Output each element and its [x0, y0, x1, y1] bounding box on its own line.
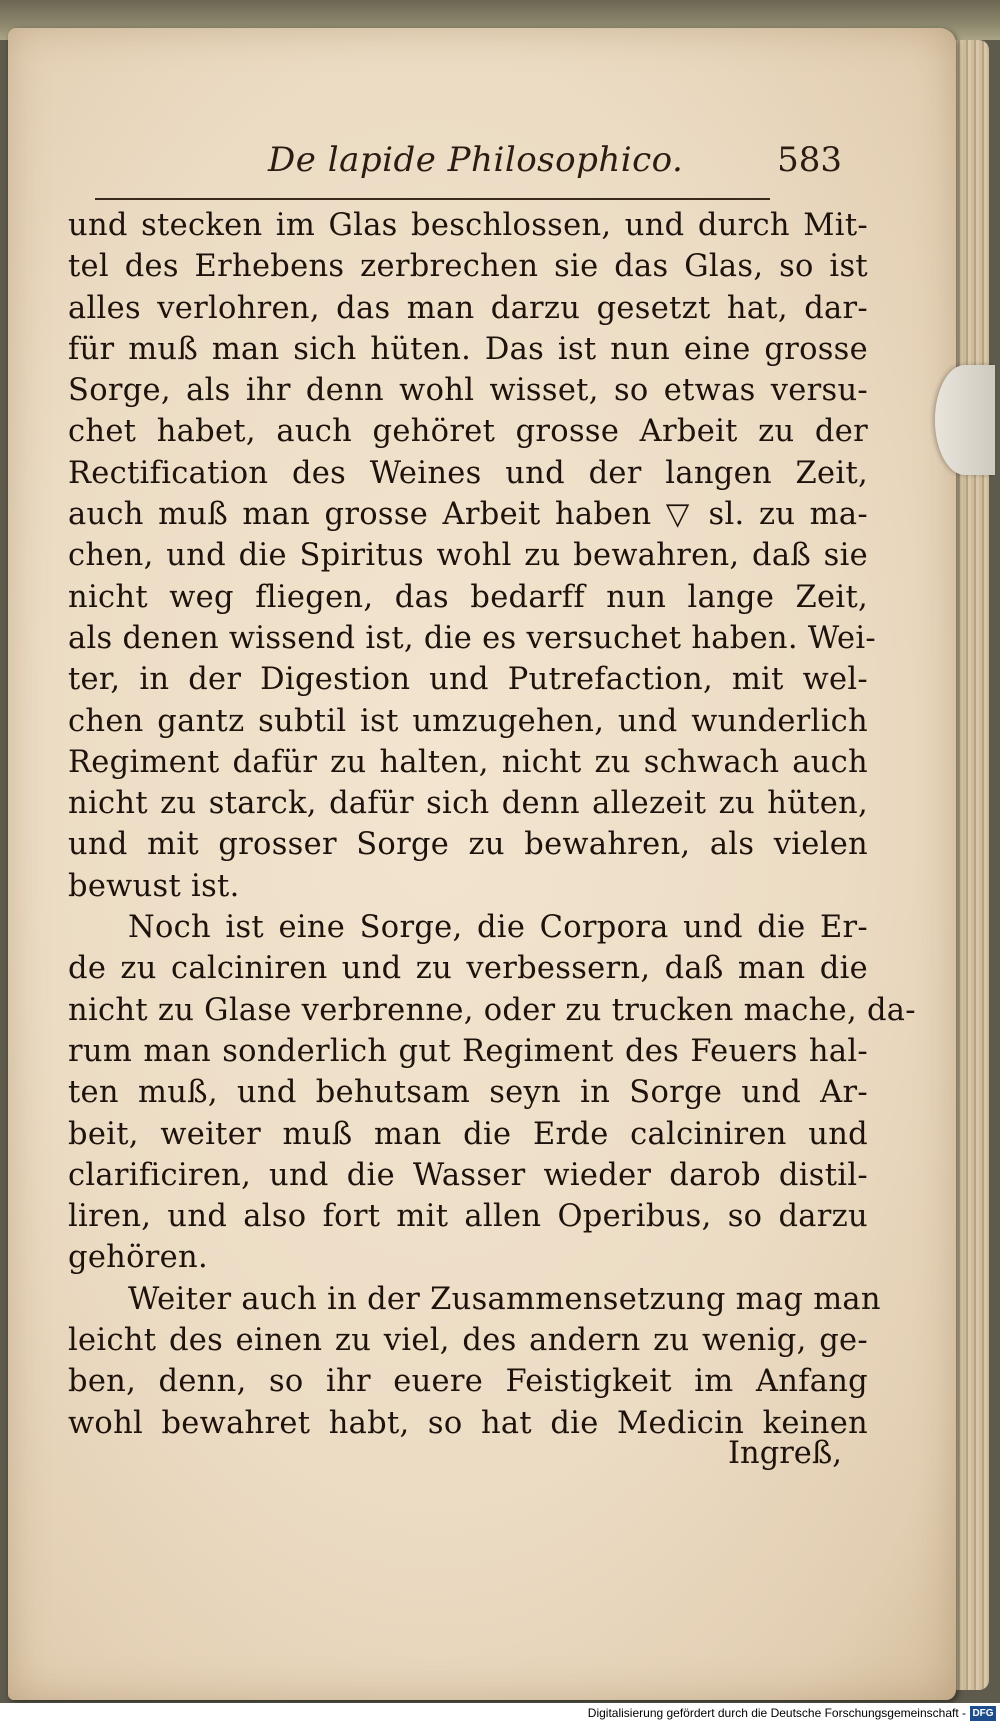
text-line: als denen wissend ist, die es versuchet haben. Wei- [68, 620, 877, 656]
body-text [68, 205, 916, 1444]
text-line: chet habet, auch gehöret grosse Arbeit zu der [68, 414, 868, 450]
footer-bar [0, 1703, 1000, 1725]
text-line: ten muß, und behutsam seyn in Sorge und Ar- [68, 1075, 868, 1111]
page-number: 583 [777, 140, 842, 180]
page-header [250, 140, 850, 192]
text-line: nicht zu Glase verbrenne, oder zu trucken mache, da- [68, 992, 916, 1028]
catchword: Ingreß, [728, 1436, 842, 1471]
footer-credit: Digitalisierung gefördert durch die Deutsche Forschungsgemeinschaft - [587, 1706, 966, 1720]
text-line: liren, und also fort mit allen Operibus, so darzu [68, 1199, 868, 1235]
text-line: wohl bewahret habt, so hat die Medicin keinen [68, 1405, 868, 1441]
dfg-logo: DFG [970, 1706, 996, 1721]
text-line: alles verlohren, das man darzu gesetzt hat, dar- [68, 290, 868, 326]
text-line: Regiment dafür zu halten, nicht zu schwach auch [68, 744, 868, 780]
text-line: ben, denn, so ihr euere Feistigkeit im Anfang [68, 1364, 868, 1400]
text-line: beit, weiter muß man die Erde calciniren und [68, 1116, 868, 1152]
text-line: Noch ist eine Sorge, die Corpora und die Er- [128, 910, 868, 946]
text-line: gehören. [68, 1240, 208, 1276]
page-edge-stack [955, 40, 989, 1690]
text-line: Rectification des Weines und der langen Zeit, [68, 455, 868, 491]
text-line: für muß man sich hüten. Das ist nun eine grosse [68, 331, 868, 367]
text-line: clarificiren, und die Wasser wieder darob distil- [68, 1157, 868, 1193]
text-line: de zu calciniren und zu verbessern, daß man die [68, 951, 868, 987]
text-line: tel des Erhebens zerbrechen sie das Glas, so ist [68, 249, 868, 285]
text-line: chen gantz subtil ist umzugehen, und wunderlich [68, 703, 868, 739]
text-line: rum man sonderlich gut Regiment des Feuers hal- [68, 1033, 868, 1069]
text-line: Weiter auch in der Zusammensetzung mag man [128, 1281, 881, 1317]
text-line: und mit grosser Sorge zu bewahren, als vielen [68, 827, 868, 863]
header-rule [95, 198, 770, 200]
text-line: chen, und die Spiritus wohl zu bewahren, daß sie [68, 538, 868, 574]
text-line: ter, in der Digestion und Putrefaction, mit wel- [68, 662, 868, 698]
text-line: bewust ist. [68, 868, 240, 904]
text-line: und stecken im Glas beschlossen, und durch Mit- [68, 208, 868, 243]
text-line: Sorge, als ihr denn wohl wisset, so etwas versu- [68, 373, 868, 409]
text-line: auch muß man grosse Arbeit haben ▽ sl. zu ma- [68, 497, 868, 533]
text-line: nicht weg fliegen, das bedarff nun lange Zeit, [68, 579, 868, 615]
text-line: nicht zu starck, dafür sich denn allezeit zu hüten, [68, 786, 868, 822]
text-line: leicht des einen zu viel, des andern zu wenig, ge- [68, 1323, 868, 1359]
page-clip [935, 365, 995, 475]
running-title: De lapide Philosophico. [268, 140, 684, 180]
